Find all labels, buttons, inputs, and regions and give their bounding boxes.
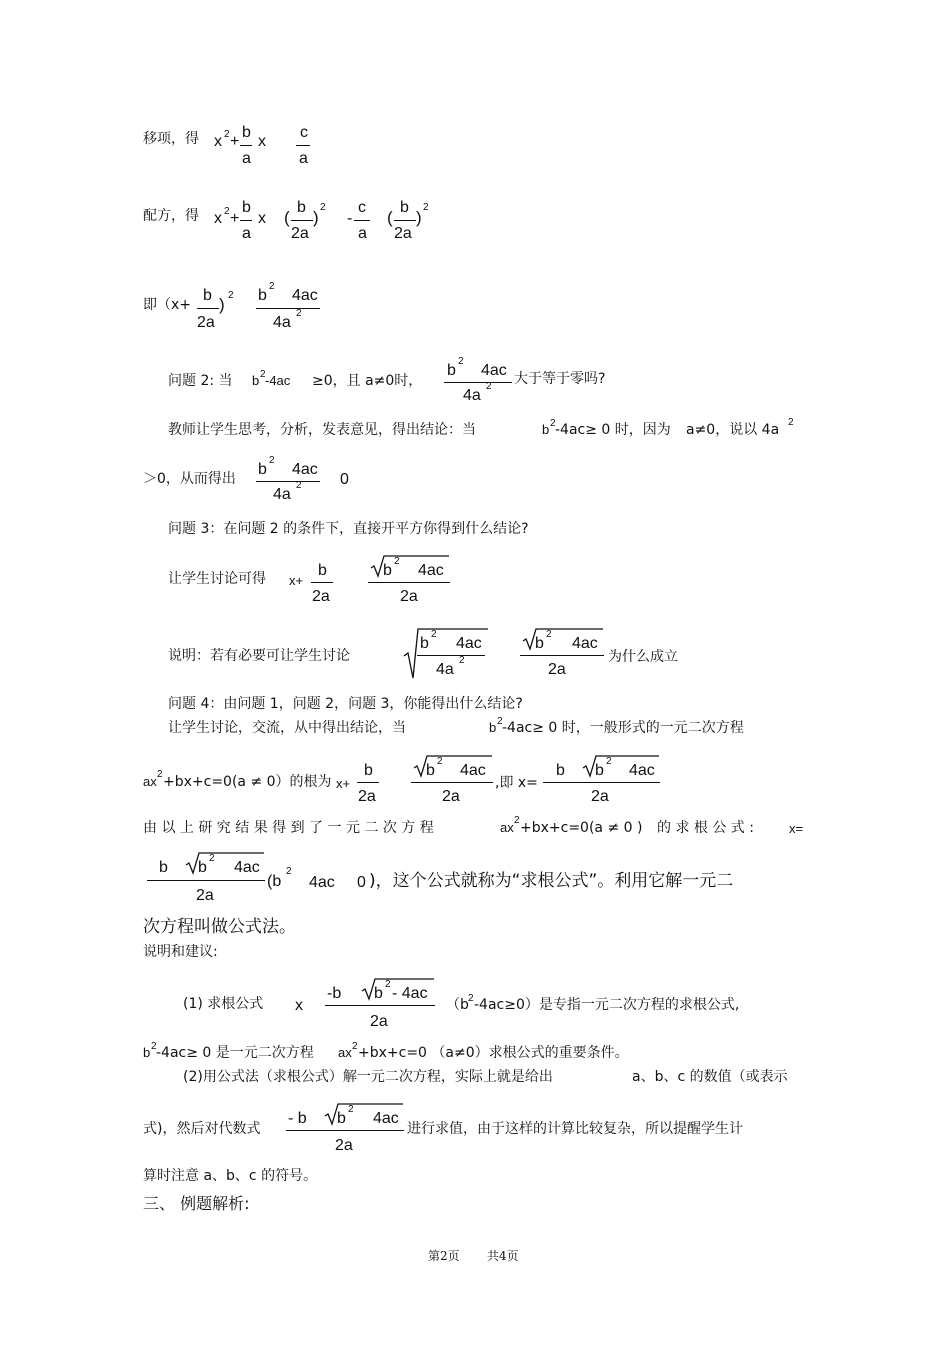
text-roots: +bx+c=0(a ≠ 0）的根为 (163, 774, 332, 790)
frac-den: 4a (273, 314, 291, 331)
frac-num: b (242, 199, 251, 216)
frac-num: b (159, 859, 168, 876)
frac-den: a (358, 225, 367, 242)
math-4ac: -4ac (265, 373, 291, 388)
frac-den: a (299, 150, 308, 167)
text-explain: 说明：若有必要可让学生讨论 (168, 648, 350, 664)
math-sup: 2 (437, 756, 443, 767)
frac-den: 2a (370, 1013, 388, 1030)
text-cond-3: -4ac≥ 0 是一元二次方程 (156, 1045, 314, 1061)
paren: ) (416, 208, 422, 227)
math-sup: 2 (431, 629, 437, 640)
math-zero: 0 (340, 471, 349, 488)
frac-bar (311, 582, 333, 583)
math-plus: + (230, 133, 240, 150)
math-b: b (252, 373, 260, 388)
text-thus: ＞0，从而得出 (143, 471, 236, 487)
frac-num: 4ac (456, 635, 482, 652)
text-question3: 问题 3：在问题 2 的条件下，直接开平方你得到什么结论? (168, 521, 529, 537)
text-note2-tail: 进行求值，由于这样的计算比较复杂，所以提醒学生计 (407, 1121, 743, 1137)
frac-den: 2a (548, 661, 566, 678)
frac-bar (240, 145, 252, 146)
section-heading: 三、 例题解析: (143, 1194, 250, 1213)
frac-num: 4ac (234, 859, 260, 876)
paren: ( (387, 208, 393, 227)
math-xplus: x+ (336, 776, 351, 791)
frac-bar (394, 220, 416, 221)
frac-den: 4a (436, 661, 454, 678)
math-eq: ax (500, 820, 514, 835)
frac-num: c (358, 199, 366, 216)
text-question4: 问题 4：由问题 1，问题 2，问题 3，你能得出什么结论? (168, 696, 523, 712)
math-sup: 2 (606, 756, 612, 767)
frac-num: 4ac (373, 1110, 399, 1127)
frac-num: 4ac (629, 762, 655, 779)
text-result-eq: +bx+c=0(a ≠ 0 ) (520, 820, 643, 836)
math-sup: 2 (157, 769, 163, 780)
frac-den: 2a (335, 1137, 353, 1154)
math-sup: 2 (296, 308, 302, 319)
text-teacher-3: a≠0，说以 4a (686, 422, 780, 438)
math-sup: 2 (209, 853, 215, 864)
frac-bar (240, 220, 252, 221)
text-teacher-2: -4ac≥ 0 时，因为 (555, 422, 671, 438)
text-discuss: 让学生讨论可得 (168, 571, 266, 587)
frac-den: 2a (394, 225, 412, 242)
text-note1: (1) 求根公式 (183, 996, 264, 1012)
frac-den: 2a (196, 887, 214, 904)
frac-num: - 4ac (392, 985, 428, 1002)
text-namely: 即（x+ (143, 297, 192, 313)
frac-den: 4a (463, 387, 481, 404)
math-sup: 2 (260, 369, 266, 380)
frac-num: b (242, 124, 251, 141)
frac-bar (291, 220, 313, 221)
text-teacher: 教师让学生思考，分析，发表意见，得出结论：当 (168, 422, 476, 438)
paren: ) (313, 208, 319, 227)
paren: ( (284, 208, 290, 227)
frac-num: 4ac (572, 635, 598, 652)
text-notes-title: 说明和建议: (143, 944, 218, 960)
frac-bar (417, 655, 485, 656)
math-cond: 4ac (309, 874, 335, 891)
frac-bar (256, 308, 320, 309)
frac-den: 4a (273, 486, 291, 503)
math-sup: 2 (788, 417, 794, 428)
frac-num: -b (327, 985, 342, 1002)
text-cond-2: -4ac≥0）是专指一元二次方程的求根公式, (474, 997, 740, 1013)
math-sup: 2 (224, 129, 230, 140)
frac-den: 2a (312, 588, 330, 605)
frac-den: 2a (400, 588, 418, 605)
text-question2-cond: ≥0，且 a≠0时， (312, 373, 423, 389)
page-number: 第2页 (428, 1249, 460, 1263)
frac-num: b (258, 287, 267, 304)
text-formula-name: )，这个公式就称为“求根公式”。利用它解一元二 (369, 871, 734, 891)
math-sup: 2 (546, 629, 552, 640)
text-ie: ,即 x= (495, 775, 538, 791)
frac-num: b (364, 762, 373, 779)
math-x: x (258, 210, 266, 227)
text-note2-abc: a、b、c 的数值（或表示 (632, 1069, 788, 1085)
frac-den: 2a (442, 788, 460, 805)
math-sup: 2 (286, 866, 292, 877)
frac-bar (354, 220, 370, 221)
text-question2-tail: 大于等于零吗? (514, 371, 606, 387)
frac-num: 4ac (292, 461, 318, 478)
math-minus: - (347, 210, 353, 227)
math-sup: 2 (151, 1041, 157, 1052)
frac-num: b (374, 985, 383, 1002)
frac-den: a (242, 225, 251, 242)
text-why: 为什么成立 (608, 649, 678, 665)
math-x: x (214, 210, 222, 227)
frac-num: 4ac (292, 287, 318, 304)
text-move-terms: 移项，得 (143, 131, 199, 147)
frac-num: b (556, 762, 565, 779)
math-eq: ax (143, 774, 157, 789)
math-sup: 2 (224, 206, 230, 217)
frac-num: b (426, 762, 435, 779)
frac-bar (411, 782, 493, 783)
frac-num: c (300, 124, 308, 141)
text-question2: 问题 2: 当 (168, 373, 233, 389)
math-sup: 2 (497, 716, 503, 727)
text-complete-square: 配方，得 (143, 208, 199, 224)
frac-bar (197, 308, 219, 309)
frac-num: b (198, 859, 207, 876)
math-sup: 2 (394, 556, 400, 567)
math-xplus: x+ (289, 573, 304, 588)
math-x: x (258, 133, 266, 150)
frac-num: b (383, 562, 392, 579)
frac-num: b (535, 635, 544, 652)
frac-num: b (318, 562, 327, 579)
frac-bar (256, 481, 320, 482)
math-x: x (295, 997, 303, 1014)
math-sup: 2 (296, 480, 302, 491)
frac-bar (368, 582, 450, 583)
math-sup: 2 (468, 993, 474, 1004)
math-sup: 2 (348, 1104, 354, 1115)
math-x: x= (789, 821, 804, 836)
math-sup: 2 (486, 381, 492, 392)
frac-num: 4ac (418, 562, 444, 579)
frac-bar (520, 655, 604, 656)
frac-num: b (420, 635, 429, 652)
text-result: 由 以 上 研 究 结 果 得 到 了 一 元 二 次 方 程 (143, 820, 434, 836)
math-sup: 2 (269, 281, 275, 292)
frac-bar (325, 1005, 435, 1006)
text-note2: (2)用公式法（求根公式）解一元二次方程，实际上就是给出 (183, 1069, 553, 1085)
frac-num: b (203, 287, 212, 304)
text-cond: （b (446, 997, 469, 1013)
math-sup: 2 (550, 418, 556, 429)
frac-num: b (595, 762, 604, 779)
frac-den: 2a (591, 788, 609, 805)
frac-num: b (337, 1110, 346, 1127)
math-sup: 2 (269, 455, 275, 466)
math-x: x (214, 133, 222, 150)
text-discuss2-tail: -4ac≥ 0 时，一般形式的一元二次方程 (502, 720, 744, 736)
text-note2-b: 式)，然后对代数式 (143, 1121, 261, 1137)
frac-den: 2a (291, 225, 309, 242)
math-sup: 2 (458, 356, 464, 367)
page-total: 共4页 (487, 1249, 519, 1263)
frac-num: - b (288, 1110, 307, 1127)
frac-num: 4ac (481, 362, 507, 379)
math-cond: 0 (357, 874, 366, 891)
frac-num: 4ac (460, 762, 486, 779)
math-b: b (143, 1045, 151, 1060)
math-sup: 2 (514, 815, 520, 826)
text-discuss2: 让学生讨论，交流，从中得出结论，当 (168, 720, 406, 736)
frac-bar (296, 145, 310, 146)
math-b: b (542, 422, 550, 437)
text-note2-c: 算时注意 a、b、c 的符号。 (143, 1168, 318, 1184)
math-sup: 2 (423, 202, 429, 213)
math-sup: 2 (459, 655, 465, 666)
math-sup: 2 (228, 290, 234, 301)
text-formula-method: 次方程叫做公式法。 (143, 917, 296, 937)
math-plus: + (230, 210, 240, 227)
math-b: b (489, 720, 497, 735)
frac-den: a (242, 150, 251, 167)
frac-bar (357, 782, 379, 783)
text-formula: 的 求 根 公 式 : (657, 820, 754, 836)
math-sup: 2 (385, 979, 391, 990)
frac-bar (444, 382, 512, 383)
frac-den: 2a (197, 314, 215, 331)
frac-num: b (258, 461, 267, 478)
frac-num: b (400, 199, 409, 216)
text-cond-4: +bx+c=0 （a≠0）求根公式的重要条件。 (358, 1045, 629, 1061)
frac-den: 2a (358, 788, 376, 805)
frac-bar (543, 782, 660, 783)
frac-num: b (447, 362, 456, 379)
frac-bar (286, 1130, 404, 1131)
math-sup: 2 (352, 1041, 358, 1052)
math-eq: ax (338, 1045, 352, 1060)
frac-num: b (297, 199, 306, 216)
math-sup: 2 (320, 202, 326, 213)
math-cond: (b (267, 873, 282, 890)
paren: ) (219, 295, 225, 314)
frac-bar (147, 880, 265, 881)
